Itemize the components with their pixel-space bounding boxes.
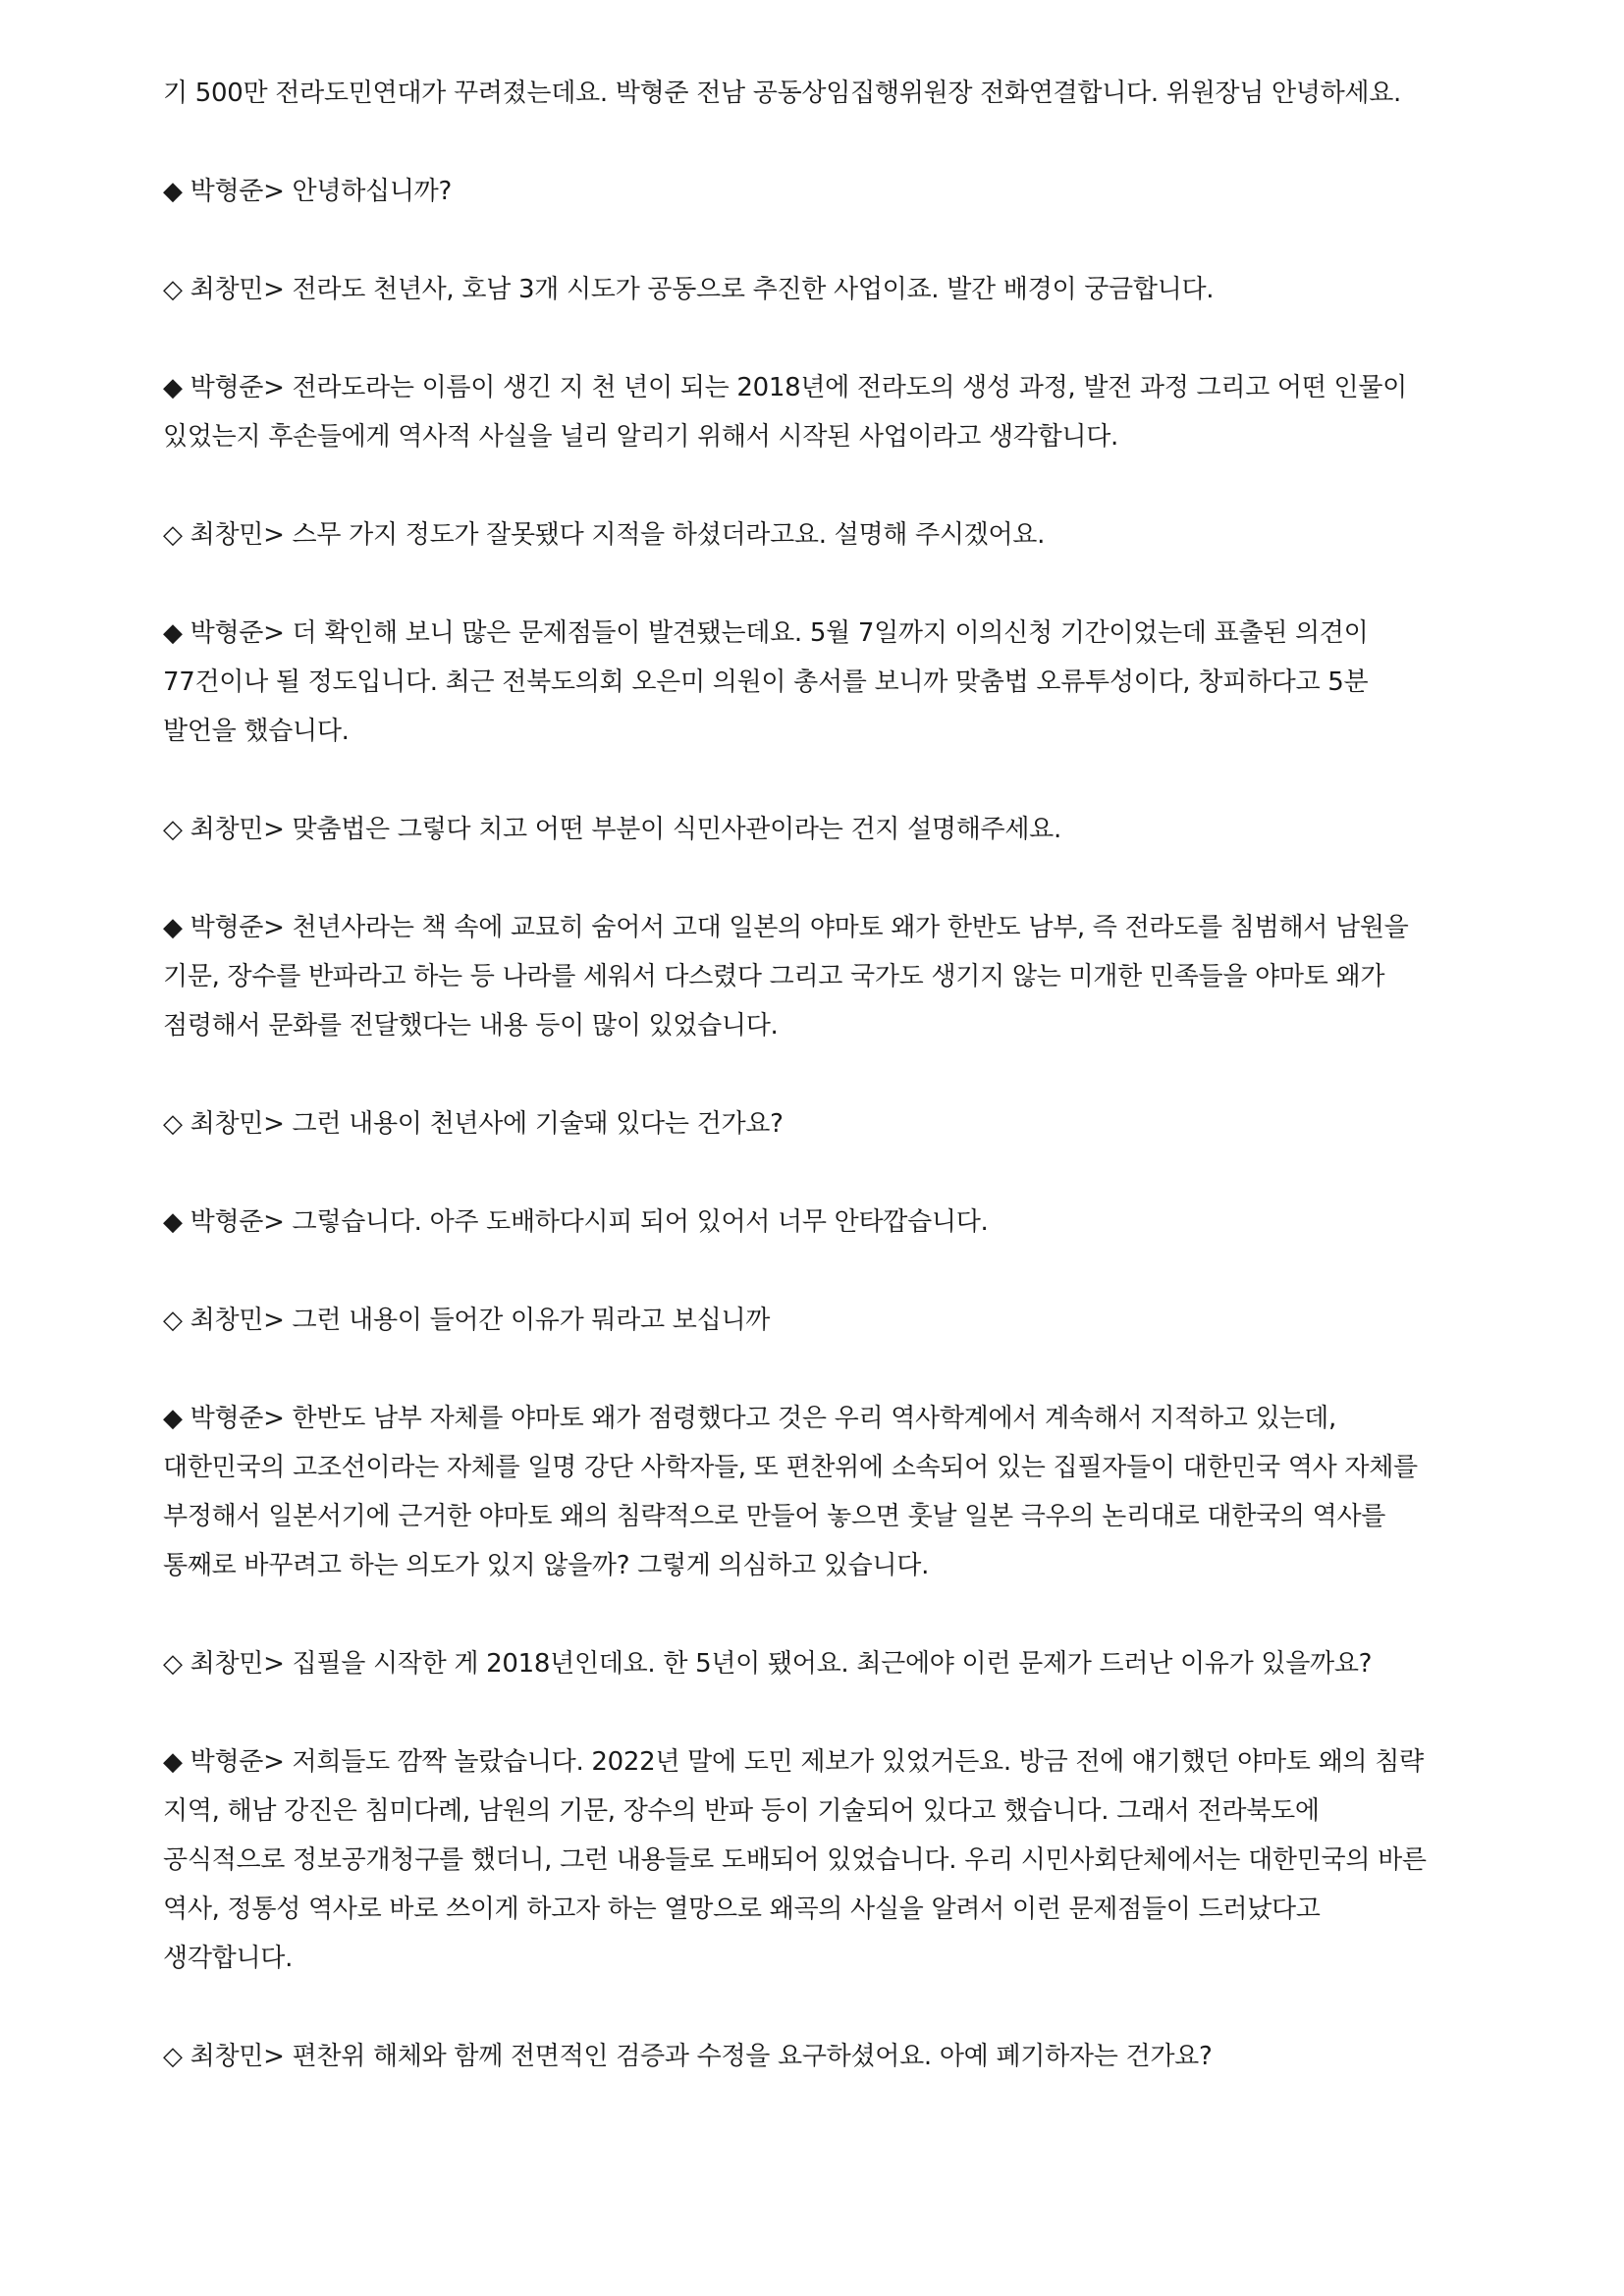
paragraph-question: ◇ 최창민> 스무 가지 정도가 잘못됐다 지적을 하셨더라고요. 설명해 주시겠어요. xyxy=(163,520,1046,550)
paragraph-question: ◇ 최창민> 그런 내용이 들어간 이유가 뭐라고 보십니까 xyxy=(163,1306,771,1335)
paragraph-answer: ◆ 박형준> 한반도 남부 자체를 야마토 왜가 점령했다고 것은 우리 역사학계에서 계속해서 지적하고 있는데, 대한민국의 고조선이라는 자체를 일명 강단 사학자들, 또 편찬위에 소속되어 있는 집필자들이 대한민국 역사 자체를 부정해서 일본서기에 근거한 야마토 왜의 침략적으로 만들어 놓으면 훗날 일본 극우의 논리대로 대한국의 역사를 통째로 바꾸려고 하는 의도가 있지 않을까? 그렇게 의심하고 있습니다. xyxy=(163,1404,1418,1580)
paragraph-question: ◇ 최창민> 집필을 시작한 게 2018년인데요. 한 5년이 됐어요. 최근에야 이런 문제가 드러난 이유가 있을까요? xyxy=(163,1649,1373,1679)
paragraph-question: ◇ 최창민> 그런 내용이 천년사에 기술돼 있다는 건가요? xyxy=(163,1109,784,1139)
paragraph-answer: ◆ 박형준> 더 확인해 보니 많은 문제점들이 발견됐는데요. 5월 7일까지 이의신청 기간이었는데 표출된 의견이 77건이나 될 정도입니다. 최근 전북도의회 오은미 의원이 총서를 보니까 맞춤법 오류투성이다, 창피하다고 5분 발언을 했습니다. xyxy=(163,618,1369,746)
paragraph-answer: ◆ 박형준> 저희들도 깜짝 놀랐습니다. 2022년 말에 도민 제보가 있었거든요. 방금 전에 얘기했던 야마토 왜의 침략 지역, 해남 강진은 침미다례, 남원의 기문, 장수의 반파 등이 기술되어 있다고 했습니다. 그래서 전라북도에 공식적으로 정보공개청구를 했더니, 그런 내용들로 도배되어 있었습니다. 우리 시민사회단체에서는 대한민국의 바른 역사, 정통성 역사로 바로 쓰이게 하고자 하는 열망으로 왜곡의 사실을 알려서 이런 문제점들이 드러났다고 생각합니다. xyxy=(163,1747,1427,1973)
paragraph-question: ◇ 최창민> 맞춤법은 그렇다 치고 어떤 부분이 식민사관이라는 건지 설명해주세요. xyxy=(163,815,1061,844)
paragraph-answer: ◆ 박형준> 전라도라는 이름이 생긴 지 천 년이 되는 2018년에 전라도의 생성 과정, 발전 과정 그리고 어떤 인물이 있었는지 후손들에게 역사적 사실을 널리 알리기 위해서 시작된 사업이라고 생각합니다. xyxy=(163,373,1407,452)
paragraph-intro-continued: 기 500만 전라도민연대가 꾸려졌는데요. 박형준 전남 공동상임집행위원장 전화연결합니다. 위원장님 안녕하세요. xyxy=(163,79,1402,108)
paragraph-question: ◇ 최창민> 편찬위 해체와 함께 전면적인 검증과 수정을 요구하셨어요. 아예 폐기하자는 건가요? xyxy=(163,2042,1213,2071)
paragraph-answer: ◆ 박형준> 안녕하십니까? xyxy=(163,177,452,206)
paragraph-answer: ◆ 박형준> 천년사라는 책 속에 교묘히 숨어서 고대 일본의 야마토 왜가 한반도 남부, 즉 전라도를 침범해서 남원을 기문, 장수를 반파라고 하는 등 나라를 세워서 다스렸다 그리고 국가도 생기지 않는 미개한 민족들을 야마토 왜가 점령해서 문화를 전달했다는 내용 등이 많이 있었습니다. xyxy=(163,913,1409,1041)
document-page xyxy=(163,69,1439,2130)
paragraph-answer: ◆ 박형준> 그렇습니다. 아주 도배하다시피 되어 있어서 너무 안타깝습니다. xyxy=(163,1207,989,1237)
paragraph-question: ◇ 최창민> 전라도 천년사, 호남 3개 시도가 공동으로 추진한 사업이죠. 발간 배경이 궁금합니다. xyxy=(163,275,1215,304)
